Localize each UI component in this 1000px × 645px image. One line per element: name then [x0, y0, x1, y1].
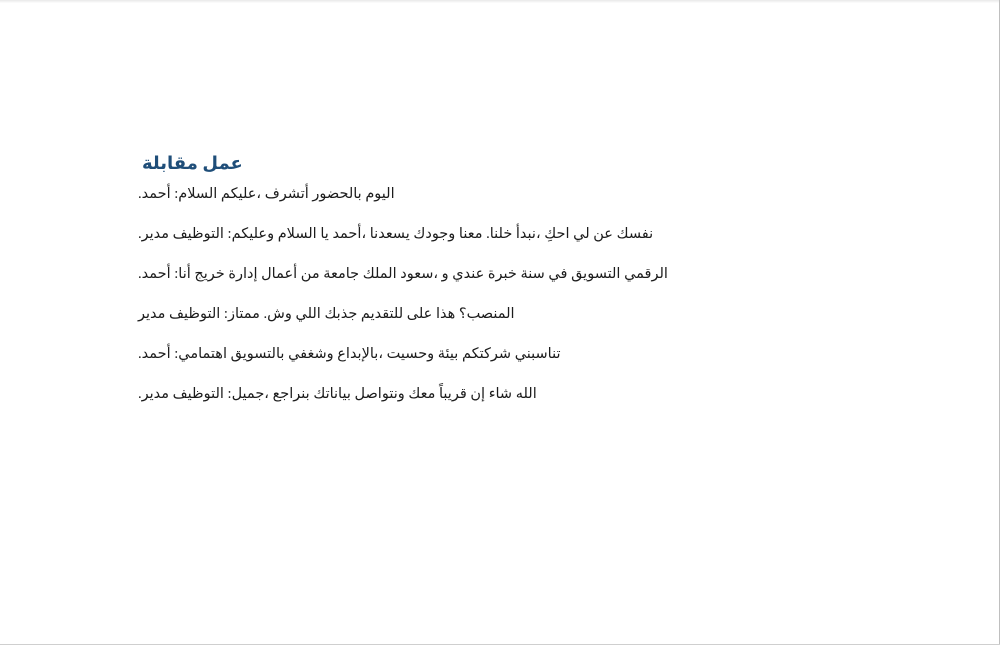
dialogue-line: مدير التوظيف :ممتاز .وش اللي جذبك للتقديم على هذا المنصب؟: [138, 306, 515, 322]
dialogue-line: .أحمد :أنا خريج إدارة أعمال من جامعة الملك سعود، و عندي خبرة سنة في التسويق الرقمي: [138, 266, 668, 282]
dialogue-line: .أحمد :اهتمامي بالتسويق وشغفي بالإبداع، وحسيت بيئة شركتكم تناسبني: [138, 346, 561, 362]
page-title: مقابلة عمل: [142, 153, 243, 173]
dialogue-line: .مدير التوظيف :جميل، بنراجع بياناتك ونتواصل معك قريباً إن شاء الله: [138, 386, 537, 402]
dialogue: [138, 185, 738, 403]
dialogue-line: .أحمد :السلام عليكم، أتشرف بالحضور اليوم: [138, 186, 395, 202]
dialogue-line: .مدير التوظيف :وعليكم السلام يا أحمد، يسعدنا وجودك معنا .خلنا نبدأ، احكِ لي عن نفسك: [138, 226, 654, 242]
window-top-edge: [0, 0, 1000, 3]
document-page: [138, 152, 738, 425]
